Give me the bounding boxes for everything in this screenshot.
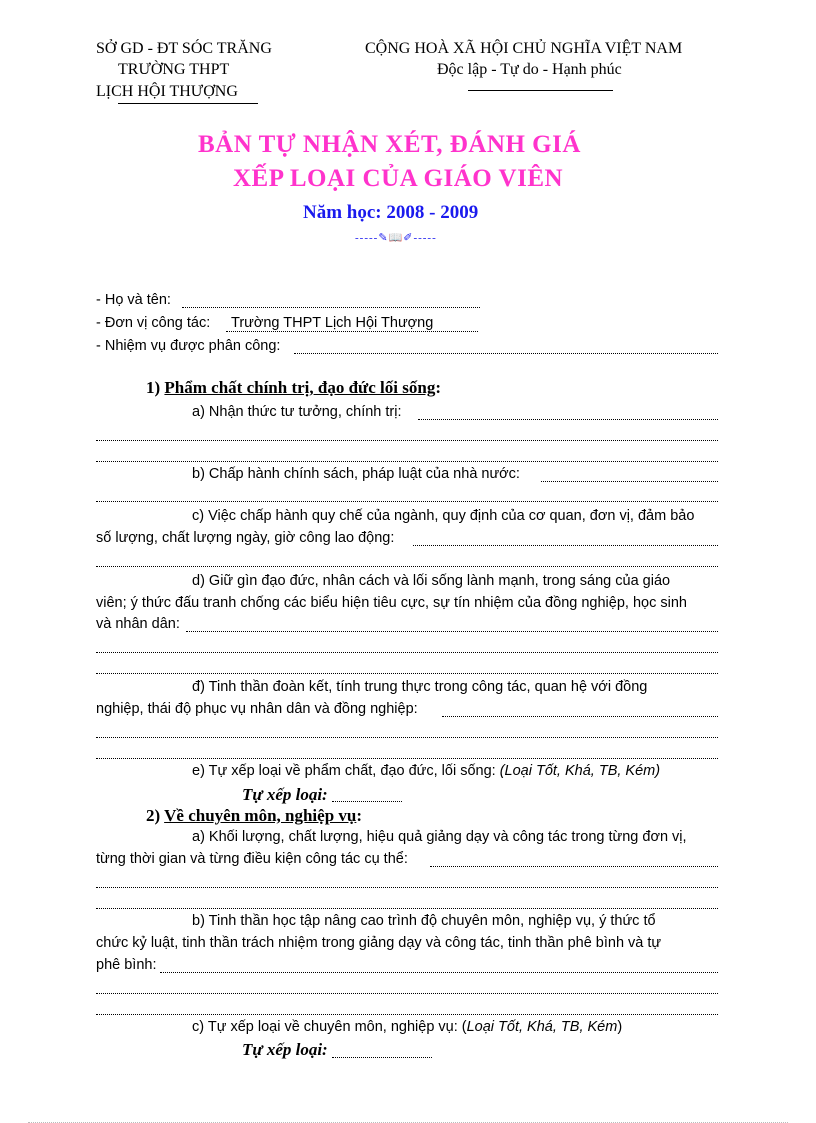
s1-d-line-3[interactable] xyxy=(96,673,718,674)
s2-b-line-1[interactable] xyxy=(160,972,718,973)
school-name: LỊCH HỘI THƯỢNG xyxy=(96,83,238,100)
s1-b-line-1[interactable] xyxy=(541,481,718,482)
s1-d-line-2[interactable] xyxy=(96,652,718,653)
motto-underline xyxy=(468,90,613,91)
s1-e-label: e) Tự xếp loại về phẩm chất, đạo đức, lối sống: xyxy=(192,763,500,779)
section-1-number: 1) xyxy=(146,378,161,397)
name-field[interactable] xyxy=(182,307,480,308)
s2-c-close: ) xyxy=(617,1019,623,1035)
s2-self-grade-label: Tự xếp loại: xyxy=(242,1040,328,1059)
s1-dd-text-2: nghiệp, thái độ phục vụ nhân dân và đồng nghiệp: xyxy=(96,701,418,717)
department-name: SỞ GD - ĐT SÓC TRĂNG xyxy=(96,40,272,57)
s1-e-options: (Loại Tốt, Khá, TB, Kém) xyxy=(499,763,661,779)
duty-field[interactable] xyxy=(294,353,718,354)
s1-d-text-2: viên; ý thức đấu tranh chống các biểu hiện tiêu cực, sự tín nhiệm của đồng nghiệp, học sinh xyxy=(96,595,687,611)
school-year: Năm học: 2008 - 2009 xyxy=(303,202,479,223)
s1-a-line-1[interactable] xyxy=(418,419,718,420)
unit-field[interactable] xyxy=(226,331,478,332)
s1-dd-line-2[interactable] xyxy=(96,737,718,738)
s2-a-line-3[interactable] xyxy=(96,908,718,909)
s2-c-label: c) Tự xếp loại về chuyên môn, nghiệp vụ: ( xyxy=(192,1019,467,1035)
s1-b-text: b) Chấp hành chính sách, pháp luật của nhà nước: xyxy=(192,466,520,482)
s1-e-text xyxy=(192,763,660,779)
s1-a-line-2[interactable] xyxy=(96,440,718,441)
s2-b-text-2: chức kỷ luật, tinh thần trách nhiệm trong giảng dạy và công tác, tinh thần phê bình và tự xyxy=(96,935,662,951)
s1-c-line-2[interactable] xyxy=(96,566,718,567)
s1-dd-line-3[interactable] xyxy=(96,758,718,759)
section-1-colon: : xyxy=(435,378,441,397)
section-1-title: Phẩm chất chính trị, đạo đức lối sống xyxy=(164,378,436,397)
s1-a-text: a) Nhận thức tư tưởng, chính trị: xyxy=(192,404,402,420)
s1-c-text-2: số lượng, chất lượng ngày, giờ công lao động: xyxy=(96,530,395,546)
s1-c-line-1[interactable] xyxy=(413,545,718,546)
s2-b-line-3[interactable] xyxy=(96,1014,718,1015)
s1-d-text-1: d) Giữ gìn đạo đức, nhân cách và lối sống lành mạnh, trong sáng của giáo xyxy=(192,573,671,589)
duty-label: - Nhiệm vụ được phân công: xyxy=(96,338,281,354)
section-2-title: Về chuyên môn, nghiệp vụ xyxy=(164,806,357,825)
school-name-underline xyxy=(118,103,258,104)
section-2-heading xyxy=(146,806,362,826)
s1-d-text-3: và nhân dân: xyxy=(96,616,180,632)
s2-b-line-2[interactable] xyxy=(96,993,718,994)
unit-value: Trường THPT Lịch Hội Thượng xyxy=(231,315,434,331)
s2-a-line-2[interactable] xyxy=(96,887,718,888)
national-motto: Độc lập - Tự do - Hạnh phúc xyxy=(437,61,622,78)
s2-c-options: Loại Tốt, Khá, TB, Kém xyxy=(466,1019,618,1035)
s1-b-line-2[interactable] xyxy=(96,501,718,502)
national-title: CỘNG HOÀ XÃ HỘI CHỦ NGHĨA VIỆT NAM xyxy=(365,40,683,57)
section-2-number: 2) xyxy=(146,806,161,825)
s2-b-text-3: phê bình: xyxy=(96,957,157,973)
s1-self-grade-label: Tự xếp loại: xyxy=(242,785,328,804)
s1-a-line-3[interactable] xyxy=(96,461,718,462)
s2-a-line-1[interactable] xyxy=(430,866,718,867)
s2-b-text-1: b) Tinh thần học tập nâng cao trình độ chuyên môn, nghiệp vụ, ý thức tổ xyxy=(192,913,656,929)
unit-label: - Đơn vị công tác: xyxy=(96,315,211,331)
name-label: - Họ và tên: xyxy=(96,292,171,308)
section-1-heading xyxy=(146,378,441,398)
section-2-colon: : xyxy=(356,806,363,825)
title-line-2: XẾP LOẠI CỦA GIÁO VIÊN xyxy=(233,165,564,192)
ornament: -----✎📖✐----- xyxy=(355,232,437,244)
s1-self-grade-field[interactable] xyxy=(332,801,402,802)
school-type: TRƯỜNG THPT xyxy=(118,61,230,78)
s2-self-grade-field[interactable] xyxy=(332,1057,432,1058)
s1-dd-line-1[interactable] xyxy=(442,716,718,717)
s2-a-text-2: từng thời gian và từng điều kiện công tác cụ thể: xyxy=(96,851,408,867)
s2-a-text-1: a) Khối lượng, chất lượng, hiệu quả giảng dạy và công tác trong từng đơn vị, xyxy=(192,829,687,845)
s1-c-text-1: c) Việc chấp hành quy chế của ngành, quy định của cơ quan, đơn vị, đảm bảo xyxy=(192,508,695,524)
s1-d-line-1[interactable] xyxy=(186,631,718,632)
s1-dd-text-1: đ) Tinh thần đoàn kết, tính trung thực trong công tác, quan hệ với đồng xyxy=(192,679,648,695)
title-line-1: BẢN TỰ NHẬN XÉT, ĐÁNH GIÁ xyxy=(198,131,581,158)
s2-c-text xyxy=(192,1019,622,1035)
